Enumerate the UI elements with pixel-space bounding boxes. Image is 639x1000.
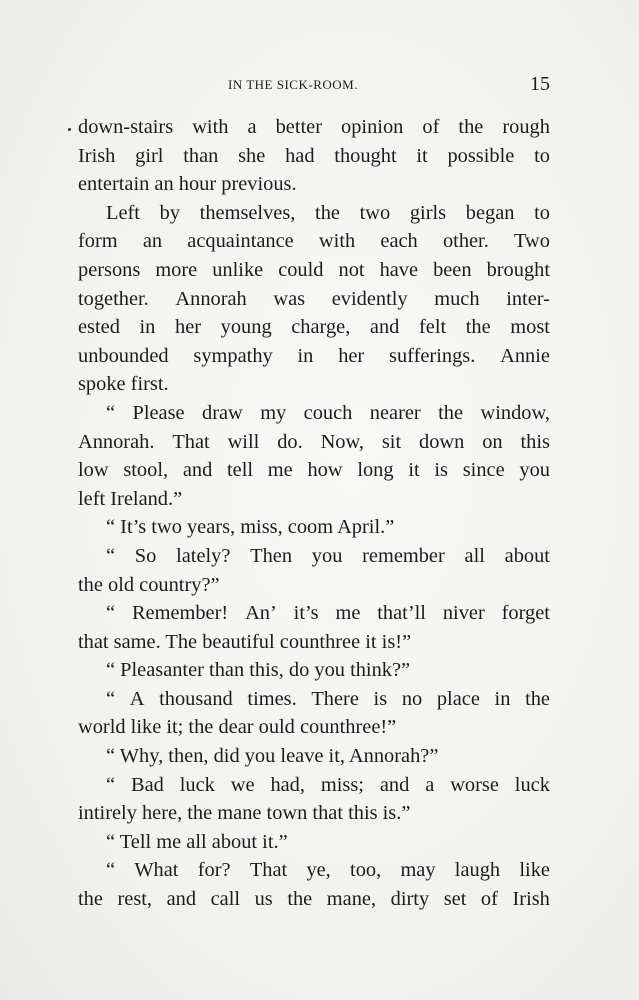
text-line [78, 685, 550, 714]
word: sufferings. [389, 344, 476, 367]
word: couch [303, 401, 353, 424]
word: in [297, 344, 314, 367]
word: her [175, 316, 202, 339]
text-line [78, 885, 550, 914]
word: themselves, [199, 201, 296, 224]
word: of [422, 116, 440, 138]
word: charge, [291, 316, 351, 339]
word: possible [447, 144, 515, 167]
running-head [78, 75, 550, 99]
word: What [134, 859, 179, 882]
word: felt [418, 316, 447, 339]
word: That [172, 430, 210, 453]
word: too, [350, 859, 382, 882]
word: ested [78, 316, 120, 339]
text-line [78, 456, 550, 485]
text-line [78, 542, 550, 571]
word: had, [270, 773, 305, 796]
word: “ [106, 687, 116, 710]
word: niver [442, 602, 485, 625]
word: thousand [159, 687, 233, 710]
word: have [379, 258, 419, 281]
word: and [166, 888, 197, 911]
word: miss; [320, 773, 364, 796]
word: “ [106, 401, 116, 424]
word: in [139, 316, 156, 339]
word: not [338, 258, 365, 281]
word: better [275, 116, 322, 138]
word: An’ [245, 602, 277, 625]
text-line [78, 313, 550, 342]
word: been [433, 258, 472, 281]
word: the [315, 201, 340, 224]
word: than [183, 144, 219, 167]
word: “ [106, 544, 116, 567]
word: brought [486, 258, 550, 281]
text-line [78, 142, 550, 171]
text-line [78, 428, 550, 457]
word: Annorah [175, 287, 247, 310]
word: acquaintance [187, 230, 294, 253]
word: luck [179, 773, 215, 796]
word: the [465, 316, 491, 339]
word: me [267, 459, 293, 482]
word: down [419, 430, 465, 453]
word: began [465, 201, 515, 224]
word: the [458, 116, 484, 138]
word: since [462, 459, 505, 482]
word: Now, [320, 430, 364, 453]
word: down-stairs [78, 116, 174, 138]
text-line [78, 227, 550, 256]
text-line: that same. The beautiful counthree it is!” [78, 630, 412, 653]
page-number: 15 [530, 73, 550, 95]
word: other. [442, 230, 489, 253]
word: window, [480, 401, 550, 424]
word: Two [514, 230, 550, 253]
ink-speck [68, 128, 71, 131]
word: more [155, 258, 198, 281]
word: on [482, 430, 503, 453]
word: the [438, 401, 464, 424]
word: worse [450, 773, 499, 796]
text-line: world like it; the dear ould counthree!” [78, 716, 397, 739]
word: and [369, 316, 400, 339]
word: a [247, 116, 257, 138]
word: it [408, 459, 420, 482]
word: is [373, 687, 388, 710]
text-line: the old country?” [78, 573, 220, 596]
body-text [78, 113, 550, 914]
word: evidently [331, 287, 408, 310]
word: “ [106, 773, 116, 796]
word: girls [409, 201, 447, 224]
word: together. [78, 287, 149, 310]
text-line [78, 399, 550, 428]
word: stool, [123, 459, 169, 482]
word: she [238, 144, 266, 167]
text-line: spoke first. [78, 373, 169, 396]
word: me [335, 602, 361, 625]
word: That [249, 859, 288, 882]
word: rest, [117, 888, 153, 911]
word: place [436, 687, 480, 710]
word: to [534, 144, 550, 167]
word: no [401, 687, 423, 710]
word: by [159, 201, 181, 224]
word: my [260, 401, 287, 424]
text-line [78, 856, 550, 885]
word: low [78, 459, 109, 482]
word: and [182, 459, 213, 482]
word: forget [501, 602, 550, 625]
word: “ [106, 859, 116, 882]
word: Annorah. [78, 430, 155, 453]
word: us [254, 888, 273, 911]
word: Irish [512, 888, 550, 911]
word: nearer [369, 401, 421, 424]
word: set [443, 888, 467, 911]
word: how [307, 459, 343, 482]
text-line [78, 285, 550, 314]
word: luck [514, 773, 550, 796]
word: unbounded [78, 344, 169, 367]
word: with [192, 116, 229, 138]
word: Left [106, 201, 140, 224]
word: draw [202, 401, 243, 424]
text-line [78, 256, 550, 285]
word: A [129, 687, 145, 710]
text-line: “ Tell me all about it.” [106, 830, 288, 853]
text-line: “ Pleasanter than this, do you think?” [106, 659, 411, 682]
text-line [78, 199, 550, 228]
word: it’s [293, 602, 319, 625]
word: it [416, 144, 428, 167]
text-line: “ Why, then, did you leave it, Annorah?” [106, 745, 439, 768]
word: There [311, 687, 359, 710]
word: girl [135, 144, 164, 167]
word: sympathy [193, 344, 273, 367]
word: much [434, 287, 480, 310]
text-line [78, 771, 550, 800]
word: her [338, 344, 365, 367]
word: about [504, 544, 550, 567]
word: do. [277, 430, 303, 453]
word: could [278, 258, 324, 281]
word: an [142, 230, 163, 253]
running-title: IN THE SICK-ROOM. [228, 77, 358, 92]
text-line: left Ireland.” [78, 487, 183, 510]
word: Then [250, 544, 293, 567]
word: most [510, 316, 550, 339]
word: is [434, 459, 448, 482]
word: you [311, 544, 343, 567]
text-line [78, 342, 550, 371]
word: ye, [306, 859, 331, 882]
word: to [534, 201, 550, 224]
word: mane, [326, 888, 377, 911]
word: times. [247, 687, 297, 710]
word: rough [502, 116, 550, 138]
word: we [230, 773, 255, 796]
word: you [519, 459, 550, 482]
word: the [525, 687, 550, 710]
word: remember [362, 544, 445, 567]
text-line: “ It’s two years, miss, coom April.” [106, 516, 395, 539]
word: lately? [176, 544, 231, 567]
word: So [134, 544, 157, 567]
text-line: entertain an hour previous. [78, 173, 297, 196]
text-line [78, 599, 550, 628]
text-line [78, 113, 550, 142]
word: “ [106, 602, 116, 625]
word: dirty [390, 888, 430, 911]
word: two [359, 201, 391, 224]
word: opinion [341, 116, 404, 138]
word: each [380, 230, 418, 253]
word: the [78, 888, 103, 911]
word: will [227, 430, 260, 453]
word: the [287, 888, 313, 911]
word: was [273, 287, 306, 310]
text-line: intirely here, the mane town that this is.” [78, 802, 411, 825]
word: unlike [212, 258, 264, 281]
word: Remember! [131, 602, 229, 625]
word: persons [78, 258, 141, 281]
word: Annie [500, 344, 550, 367]
word: and [379, 773, 410, 796]
word: had [285, 144, 315, 167]
word: young [220, 316, 272, 339]
word: thought [334, 144, 397, 167]
word: all [464, 544, 485, 567]
word: with [318, 230, 356, 253]
word: a [425, 773, 435, 796]
word: Please [132, 401, 185, 424]
word: form [78, 230, 118, 253]
word: Irish [78, 144, 116, 167]
word: for? [197, 859, 231, 882]
word: call [210, 888, 241, 911]
word: may [400, 859, 436, 882]
word: this [520, 430, 550, 453]
word: of [480, 888, 498, 911]
word: tell [227, 459, 254, 482]
word: Bad [130, 773, 164, 796]
word: sit [381, 430, 402, 453]
word: inter- [506, 287, 550, 310]
word: like [519, 859, 550, 882]
word: laugh [454, 859, 501, 882]
word: in [494, 687, 511, 710]
word: long [357, 459, 394, 482]
word: that’ll [377, 602, 426, 625]
